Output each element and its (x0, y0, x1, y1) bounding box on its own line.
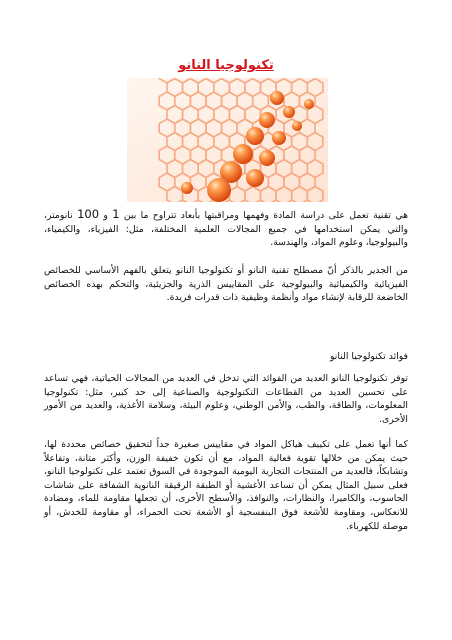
paragraph-terminology (44, 264, 408, 305)
section-heading-text: فوائد تكنولوجيا النانو (329, 351, 408, 362)
range-min: 1 (112, 207, 120, 221)
range-and: و (99, 210, 113, 221)
range-max: 100 (77, 207, 100, 221)
atom-sphere (246, 169, 264, 187)
atom-sphere (272, 131, 286, 145)
atom-sphere (207, 178, 231, 202)
atom-sphere (292, 121, 302, 131)
paragraph-applications (44, 438, 408, 533)
atom-sphere (259, 112, 275, 128)
paragraph-2-text: من الجدير بالذكر أنّ مصطلح تقنية النانو أو تكنولوجيا النانو يتعلق بالفهم الأساسي للخصائص الفيزيائية والكيميائية والبيولوجية على المقاييس الذرية والجزيئية، والتحكم بهذه الخصائص الخاضعة للرقابة لإنشاء مواد وأنظمة وظيفية ذات قدرات فريدة. (44, 265, 408, 304)
paragraph-4-text: كما أنها تعمل على تكييف هياكل المواد في مقاييس صغيرة جداً لتحقيق خصائص محددة لها، حيث يمكن من خلالها تقوية فعالية المواد، مع أن تكون خفيفة الوزن، وأكثر متانة، وتفاعلاً وتشابكاً، فالعديد من المنتجات التجارية اليومية الموجودة في السوق تعتمد على تكنولوجيا النانو، فعلى سبيل المثال يمكن أن تساعد الأغشية أو الطبقة الرقيقة النانوية الشفافة على شاشات الحاسوب، والكاميرا، والنظارات، والنوافذ، والأسطح الأخرى، أن تجعلها مقاومة للماء، ومضادة للانعكاس، ومقاومة للأشعة فوق البنفسجية أو الأشعة تحت الحمراء، أو مقاومة للخدش، أو موصلة للكهرباء. (44, 439, 408, 532)
paragraph-definition (44, 208, 408, 250)
paragraph-1-end: نانومتر، والتي يمكن استخدامها في جميع المجالات العلمية المختلفة، مثل: الفيزياء، والكيمياء، والبيولوجيا، وعلوم المواد، والهندسة. (44, 210, 408, 249)
paragraph-1-start: هي تقنية تعمل على دراسة المادة وفهمها ومراقبتها بأبعاد تتراوح ما بين (119, 210, 408, 221)
atom-sphere (246, 127, 264, 145)
document-title: تكنولوجيا النانو (178, 58, 274, 73)
section-heading-benefits (44, 350, 408, 364)
nanotube-molecule-illustration (127, 78, 328, 202)
atom-sphere (259, 150, 275, 166)
atom-sphere (270, 91, 284, 105)
paragraph-3-text: توفر تكنولوجيا النانو العديد من الفوائد التي تدخل في العديد من المجالات الحياتية، فهي تساعد على تحسين العديد من القطاعات التكنولوجية والصناعية إلى حد كبير، مثل: تكنولوجيا المعلومات، والطاقة، والطب، والأمن الوطني، وعلوم البيئة، وسلامة الأغذية، والعديد من الأمور الأخرى. (44, 373, 408, 425)
atom-sphere (233, 144, 253, 164)
atom-sphere (181, 182, 193, 194)
paragraph-benefits (44, 372, 408, 426)
atom-sphere (283, 106, 295, 118)
atom-sphere (304, 99, 314, 109)
